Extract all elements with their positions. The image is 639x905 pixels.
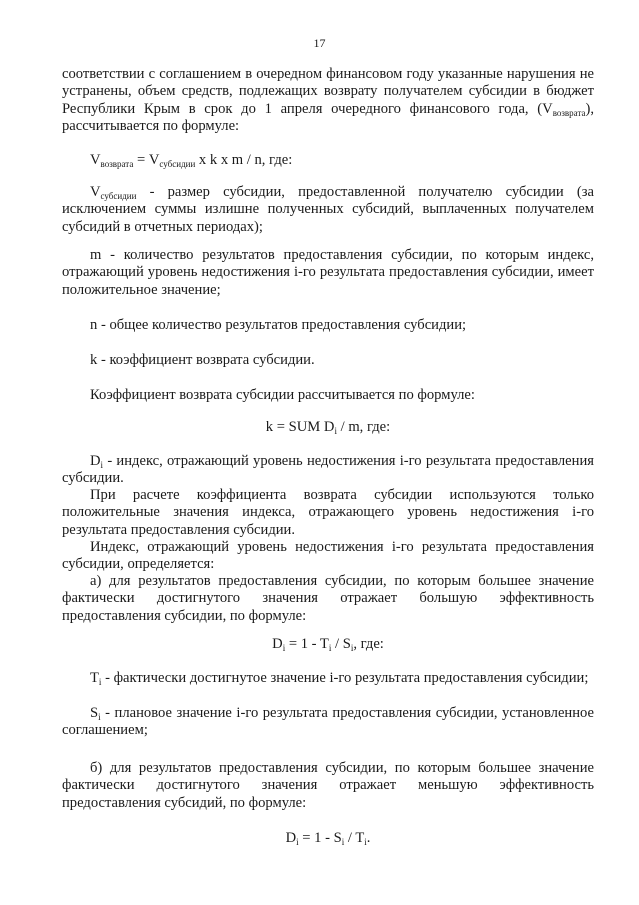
paragraph-intro: соответствии с соглашением в очередном финансовом году указанные нарушения не устранены, объем средств, подлежащих возврату получателем субсидии в бюджет Республики Крым в срок до 1 апреля очередного финансового года, $(V_{возврата})$, рассчитывается по формуле: — [62, 66, 594, 135]
formula-refund-volume: $V_{возврата} = V_{субсидии}$ x k x m / n, где: — [90, 152, 293, 169]
paragraph-k-definition: k - коэффициент возврата субсидии. — [90, 352, 315, 368]
paragraph-d-definition: $D_i$ - индекс, отражающий уровень недостижения i-го результата предоставления субсидии. — [62, 453, 594, 487]
paragraph-t-definition: $T_i$ - фактически достигнутое значение i-го результата предоставления субсидии; — [90, 670, 589, 687]
paragraph-positive-values: При расчете коэффициента возврата субсидии используются только положительные значения индекса, отражающего уровень недостижения i-го результата предоставления субсидии. — [62, 487, 594, 538]
paragraph-case-b: б) для результатов предоставления субсидии, по которым большее значение фактически достигнутого значения отражает меньшую эффективность предоставления субсидий, по формуле: — [62, 760, 594, 811]
page-number: 17 — [313, 36, 326, 50]
paragraph-index-determination: Индекс, отражающий уровень недостижения i-го результата предоставления субсидии, определяется: — [62, 539, 594, 573]
paragraph-coefficient-intro: Коэффициент возврата субсидии рассчитывается по формуле: — [90, 387, 475, 403]
formula-d-case-b: $D_i = 1 - S_i / T_i$. — [285, 830, 371, 847]
paragraph-v-subsidy-definition: $V_{субсидии}$ - размер субсидии, предоставленной получателю субсидии (за исключением суммы излишне полученных субсидий, выплаченных получателем субсидий в отчетных периодах); — [62, 184, 594, 235]
paragraph-case-a: а) для результатов предоставления субсидии, по которым большее значение фактически достигнутого значения отражает большую эффективность предоставления субсидии, по формуле: — [62, 573, 594, 624]
paragraph-n-definition: n - общее количество результатов предоставления субсидии; — [90, 317, 467, 333]
formula-k: k = SUM $D_i$ / m, где: — [265, 419, 391, 436]
formula-d-case-a: $D_i = 1 - T_i / S_i$, где: — [272, 636, 384, 653]
paragraph-m-definition: m - количество результатов предоставления субсидии, по которым индекс, отражающий уровень недостижения i-го результата предоставления субсидии, имеет положительное значение; — [62, 247, 594, 298]
paragraph-s-definition: $S_i$ - плановое значение i-го результата предоставления субсидии, установленное соглашением; — [62, 705, 594, 739]
